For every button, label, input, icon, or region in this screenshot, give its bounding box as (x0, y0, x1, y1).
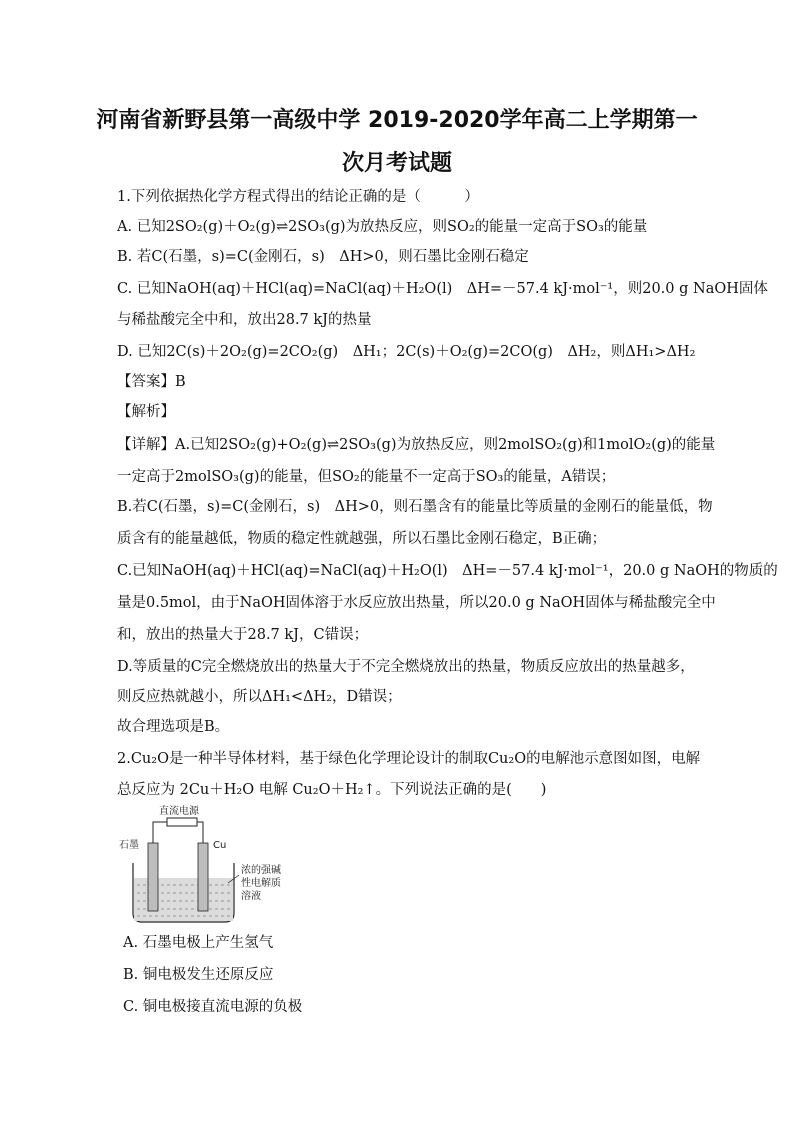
q1-explanation-line4: 质含有的能量越低，物质的稳定性就越强，所以石墨比金刚石稳定，B正确； (117, 531, 607, 547)
wire-right (197, 822, 203, 843)
q1-option-c-line1: C. 已知NaOH(aq)＋HCl(aq)=NaCl(aq)＋H₂O(l) ΔH=－57.4 kJ·mol⁻¹，则20.0 g NaOH固体 (117, 281, 768, 297)
solution-label-2: 性电解质 (241, 878, 281, 889)
q1-explanation-line9: 则反应热就越小，所以ΔH₁<ΔH₂，D错误； (117, 689, 402, 705)
graphite-label: 石墨 (119, 840, 139, 851)
solution-label-1: 浓的强碱 (241, 865, 281, 876)
power-supply-box (167, 818, 197, 826)
solution-label-3: 溶液 (241, 891, 261, 902)
q1-option-a: A. 已知2SO₂(g)＋O₂(g)⇌2SO₃(g)为放热反应，则SO₂的能量一定高于SO₃的能量 (117, 219, 648, 235)
q1-option-c-line2: 与稀盐酸完全中和，放出28.7 kJ的热量 (117, 312, 372, 328)
wire-left (153, 822, 167, 843)
q1-answer: 【答案】B (117, 374, 186, 390)
q1-option-b: B. 若C(石墨，s)=C(金刚石，s) ΔH>0，则石墨比金刚石稳定 (117, 249, 529, 265)
graphite-electrode (148, 843, 158, 911)
q2-stem-line2: 总反应为 2Cu＋H₂O 电解 Cu₂O＋H₂↑。下列说法正确的是( ) (117, 782, 547, 798)
q1-explanation-line8: D.等质量的C完全燃烧放出的热量大于不完全燃烧放出的热量，物质反应放出的热量越多， (117, 659, 695, 675)
q1-analysis-heading: 【解析】 (117, 404, 175, 420)
q1-explanation-line2: 一定高于2molSO₃(g)的能量，但SO₂的能量不一定高于SO₃的能量，A错误； (117, 469, 616, 485)
q1-explanation-line1: 【详解】A.已知2SO₂(g)+O₂(g)⇌2SO₃(g)为放热反应，则2molSO₂(g)和1molO₂(g)的能量 (117, 437, 716, 453)
q1-explanation-line5: C.已知NaOH(aq)＋HCl(aq)=NaCl(aq)＋H₂O(l) ΔH=－57.4 kJ·mol⁻¹，20.0 g NaOH的物质的 (117, 563, 778, 579)
q1-explanation-line6: 量是0.5mol，由于NaOH固体溶于水反应放出热量，所以20.0 g NaOH固体与稀盐酸完全中 (117, 595, 716, 611)
power-supply-label: 直流电源 (159, 806, 199, 817)
electrolysis-cell-diagram (115, 805, 315, 925)
q2-option-b: B. 铜电极发生还原反应 (123, 967, 274, 983)
q1-stem: 1.下列依据热化学方程式得出的结论正确的是（ ） (117, 189, 479, 205)
q2-stem-line1: 2.Cu₂O是一种半导体材料，基于绿色化学理论设计的制取Cu₂O的电解池示意图如图，电解 (117, 751, 701, 767)
q2-option-a: A. 石墨电极上产生氢气 (123, 935, 274, 951)
q1-option-d: D. 已知2C(s)＋2O₂(g)=2CO₂(g) ΔH₁；2C(s)＋O₂(g)=2CO(g) ΔH₂，则ΔH₁>ΔH₂ (117, 344, 696, 360)
q1-explanation-line3: B.若C(石墨，s)=C(金刚石，s) ΔH>0，则石墨含有的能量比等质量的金刚石的能量低，物 (117, 499, 713, 515)
page-title-line1: 河南省新野县第一高级中学 2019-2020学年高二上学期第一 (96, 108, 698, 133)
q2-option-c: C. 铜电极接直流电源的负极 (123, 999, 303, 1015)
q1-explanation-line7: 和，放出的热量大于28.7 kJ，C错误； (117, 627, 369, 643)
q1-explanation-line10: 故合理选项是B。 (117, 719, 230, 735)
copper-label: Cu (213, 840, 227, 851)
copper-electrode (198, 843, 208, 911)
page-title-line2: 次月考试题 (341, 151, 452, 176)
